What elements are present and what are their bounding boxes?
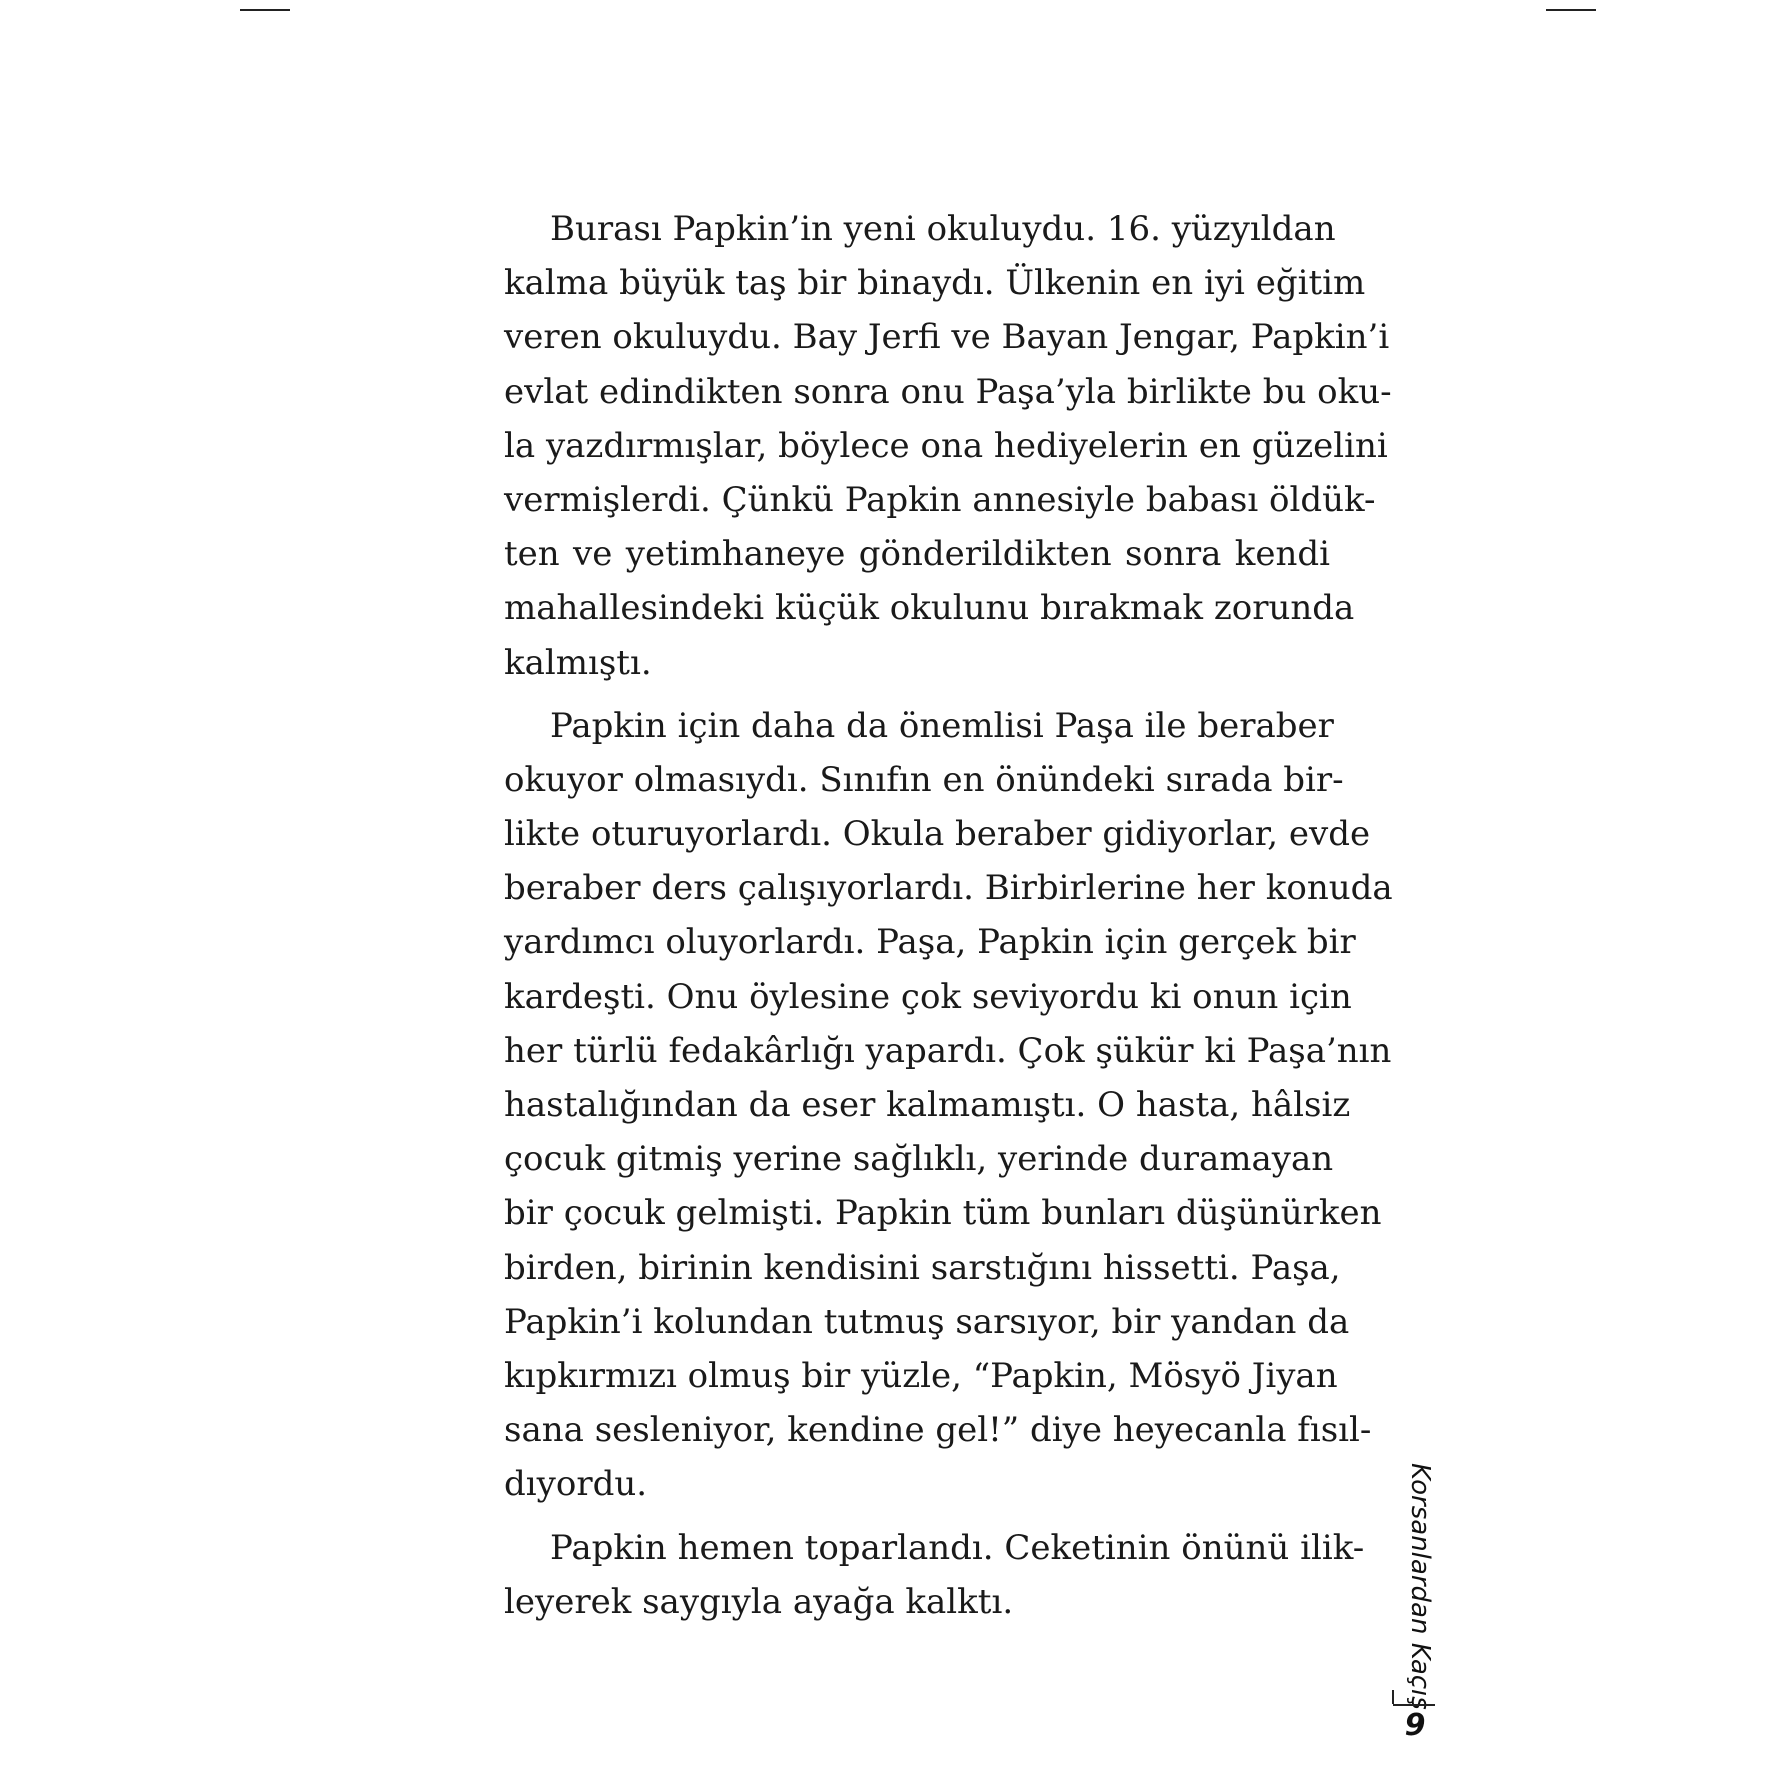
text-line: dıyordu. xyxy=(504,1464,648,1505)
text-line: beraber ders çalışıyorlardı. Birbirlerine her konuda xyxy=(504,868,1393,909)
text-line: veren okuluydu. Bay Jerfi ve Bayan Jengar, Papkin’i xyxy=(504,317,1390,358)
text-line: hastalığından da eser kalmamıştı. O hasta, hâlsiz xyxy=(504,1085,1351,1125)
text-line: okuyor olmasıydı. Sınıfın en önündeki sırada bir- xyxy=(504,759,1344,800)
text-line: kardeşti. Onu öylesine çok seviyordu ki onun için xyxy=(504,976,1352,1017)
folio-divider xyxy=(1393,1704,1435,1706)
text-line: evlat edindikten sonra onu Paşa’yla birlikte bu oku- xyxy=(504,371,1392,412)
text-line: birden, birinin kendisini sarstığını hissetti. Paşa, xyxy=(504,1247,1341,1288)
text-line: her türlü fedakârlığı yapardı. Çok şükür ki Paşa’nın xyxy=(504,1030,1392,1071)
folio-divider-tick xyxy=(1392,1690,1394,1704)
text-line: kalmıştı. xyxy=(504,642,652,683)
paragraph-gap xyxy=(504,1512,1330,1521)
text-line: sana sesleniyor, kendine gel!” diye heyecanla fısıl- xyxy=(504,1410,1372,1451)
text-line: ten ve yetimhaneye gönderildikten sonra kendi xyxy=(504,534,1330,575)
text-line: Papkin için daha da önemlisi Paşa ile beraber xyxy=(550,705,1334,746)
text-line: kıpkırmızı olmuş bir yüzle, “Papkin, Mösyö Jiyan xyxy=(504,1355,1338,1396)
paragraph-3 xyxy=(504,1521,1365,1629)
text-line: leyerek saygıyla ayağa kalktı. xyxy=(504,1581,1014,1622)
paragraph-gap xyxy=(504,690,1330,699)
body-text xyxy=(504,202,1393,1629)
text-line: Papkin hemen toparlandı. Ceketinin önünü ilik- xyxy=(550,1527,1365,1568)
paragraph-1 xyxy=(504,202,1392,690)
text-line: la yazdırmışlar, böylece ona hediyelerin en güzelini xyxy=(504,425,1388,466)
paragraph-2 xyxy=(504,699,1393,1512)
crop-mark-right xyxy=(1546,9,1596,11)
running-head: Korsanlardan Kaçış xyxy=(1405,1463,1435,1710)
text-line: bir çocuk gelmişti. Papkin tüm bunları düşünürken xyxy=(504,1193,1382,1234)
text-line: yardımcı oluyorlardı. Paşa, Papkin için gerçek bir xyxy=(504,922,1356,963)
text-line: çocuk gitmiş yerine sağlıklı, yerinde duramayan xyxy=(504,1139,1334,1180)
text-line: mahallesindeki küçük okulunu bırakmak zorunda xyxy=(504,588,1355,629)
text-line: vermişlerdi. Çünkü Papkin annesiyle babası öldük- xyxy=(504,479,1376,520)
text-line: kalma büyük taş bir binaydı. Ülkenin en iyi eğitim xyxy=(504,263,1366,304)
text-line: Papkin’i kolundan tutmuş sarsıyor, bir yandan da xyxy=(504,1301,1350,1342)
crop-mark-left xyxy=(240,9,290,11)
page-number: 9 xyxy=(1404,1708,1426,1743)
text-line: Burası Papkin’in yeni okuluydu. 16. yüzyıldan xyxy=(550,209,1336,249)
text-line: likte oturuyorlardı. Okula beraber gidiyorlar, evde xyxy=(504,814,1371,855)
